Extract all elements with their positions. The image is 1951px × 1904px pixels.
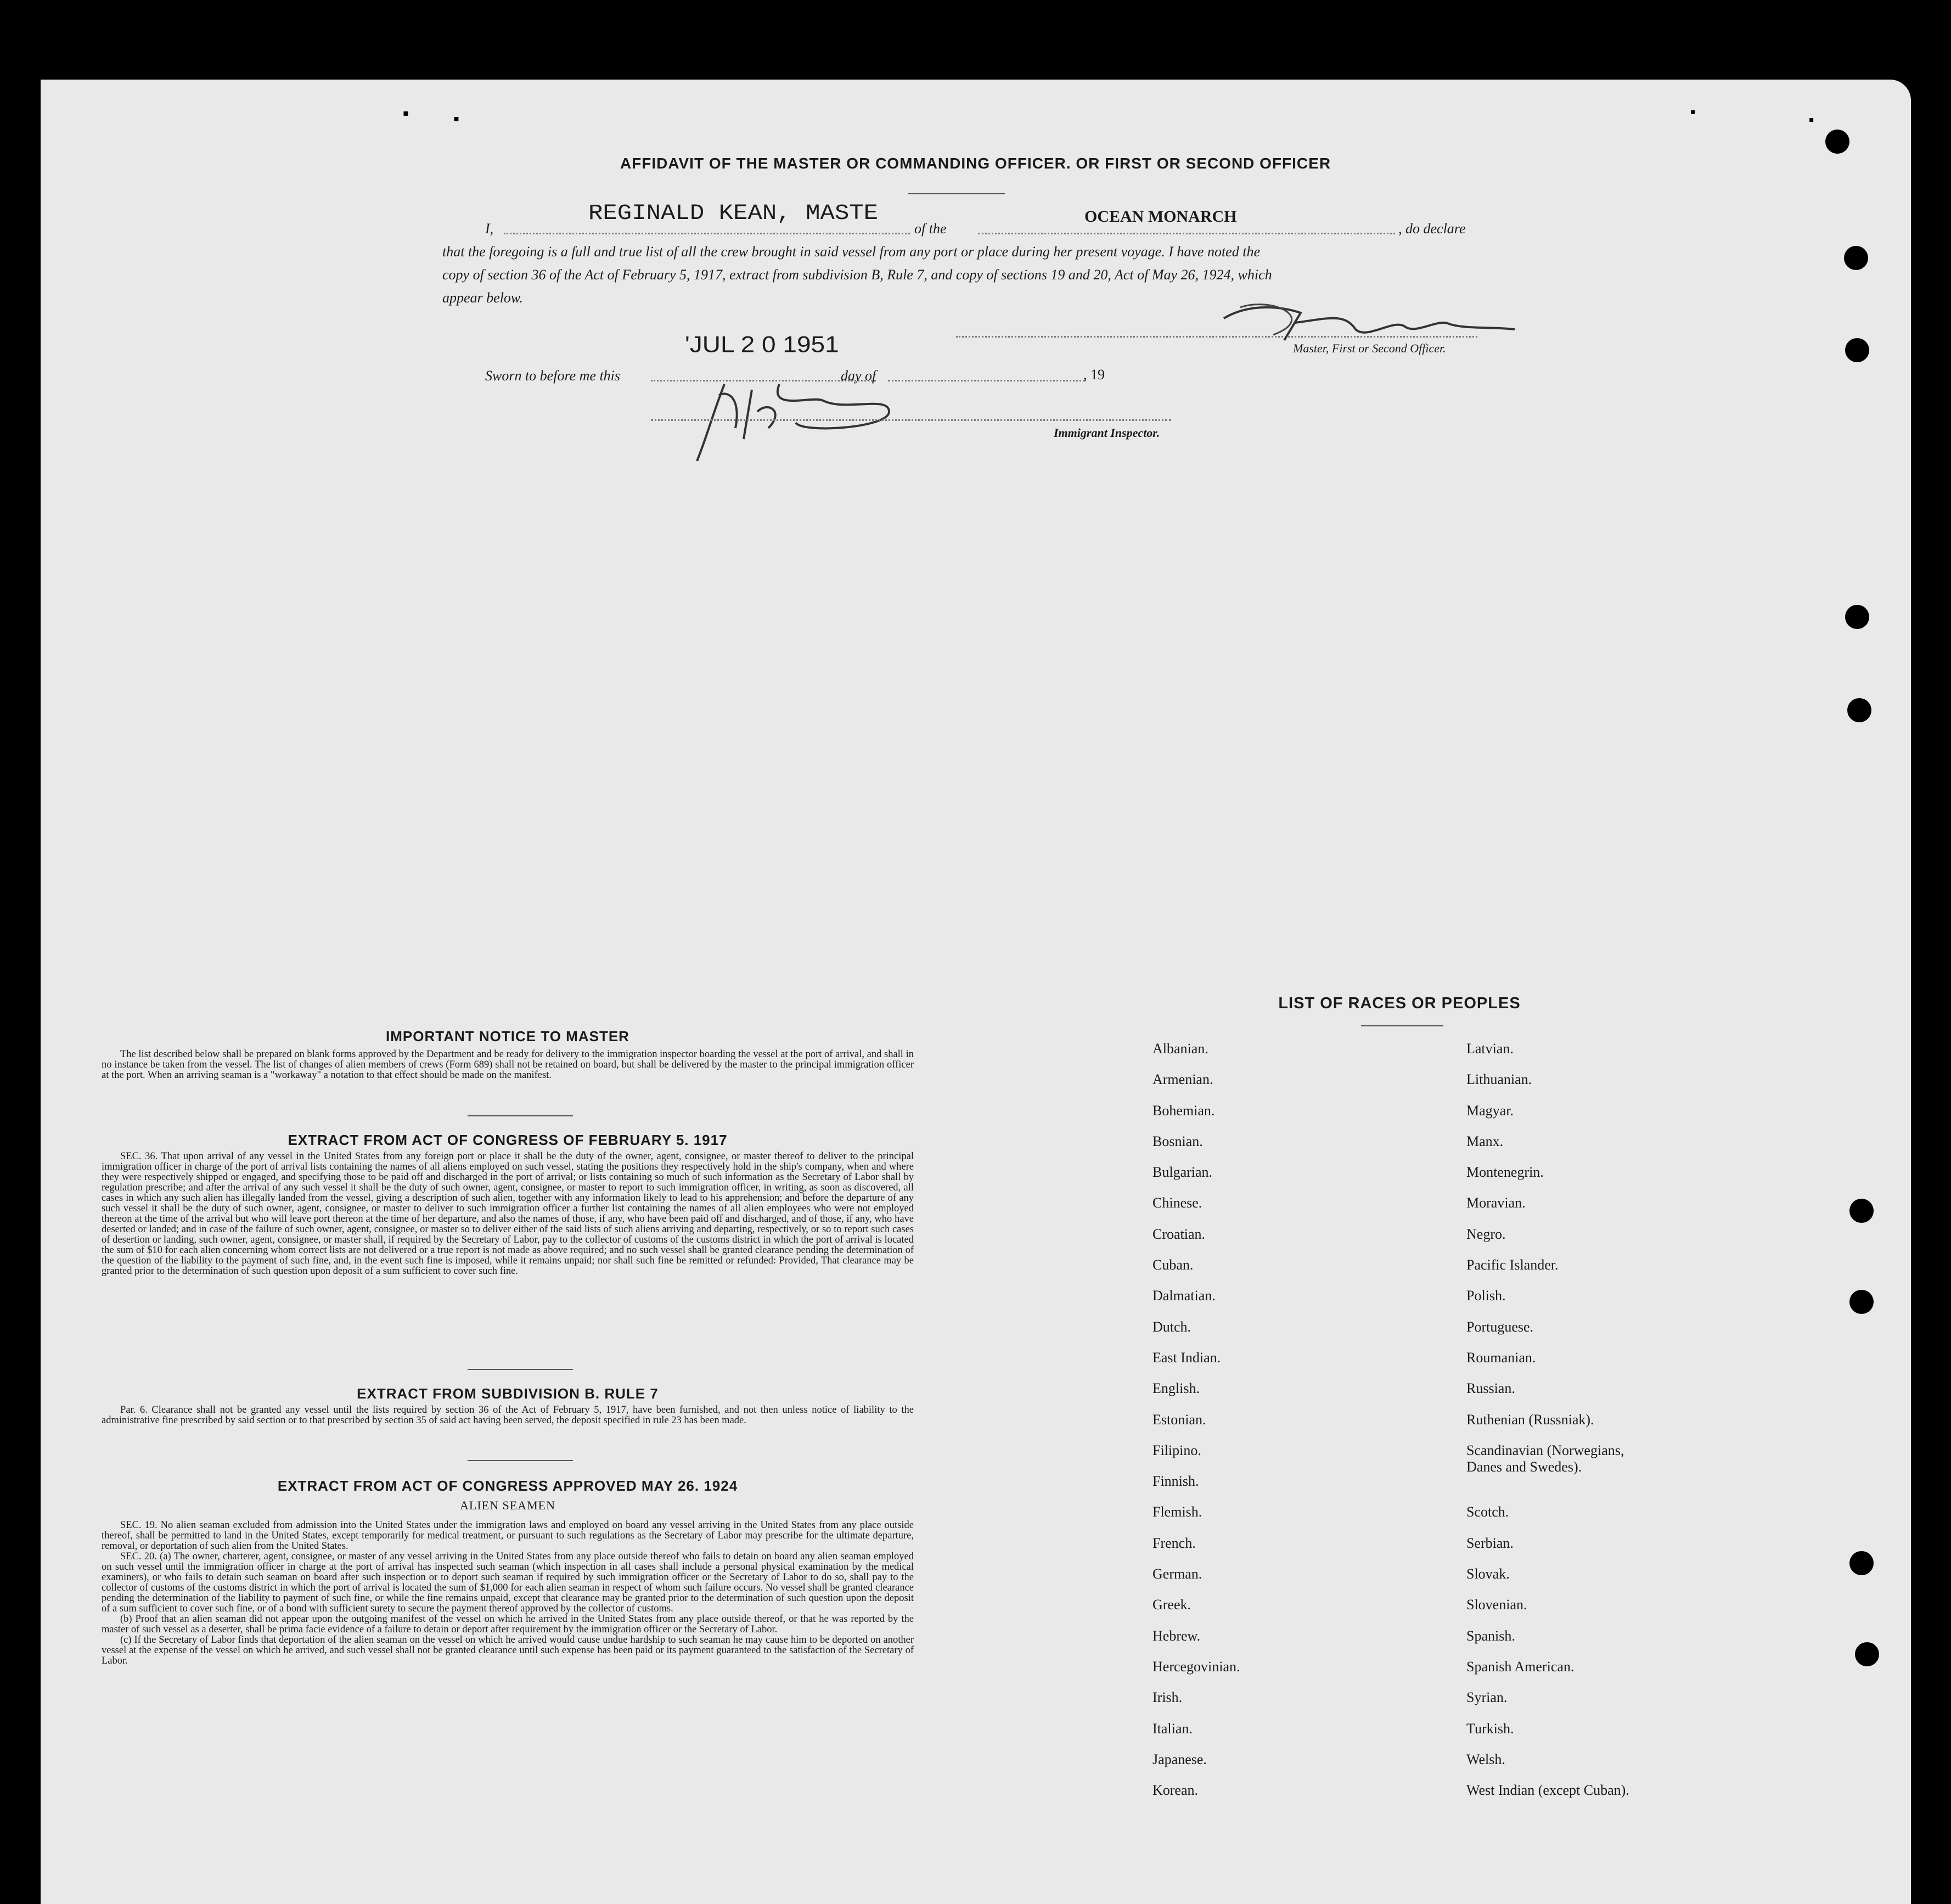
sec20c-text: (c) If the Secretary of Labor finds that deportation of the alien seaman on the vessel on which he arrived would cause undue hardship to such seaman he may cause him to be deported on another vessel at the expense of the vessel on which he arrived, and such vessel shall not be granted clearance until such expense has been paid or its payment guaranteed to the satisfaction of the Secretary of Labor.	[102, 1635, 914, 1666]
punch-hole	[1849, 1290, 1874, 1314]
race-item: German.	[1152, 1566, 1202, 1582]
extract-1917-text: SEC. 36. That upon arrival of any vessel in the United States from any foreign port or place it shall be the duty of the owner, agent, consignee, or master thereof to deliver to the principal immigration officer in charge of the port of arrival lists containing the names of all aliens employed on such vessel, stating the positions they respectively hold in the ship's company, when and where they were respectively shipped or engaged, and specifying those to be paid off and discharged in the port of arrival; or lists containing so much of such information as the Secretary of Labor shall by regulation prescribe; and after the arrival of any such vessel it shall be the duty of such owner, agent, consignee, or master to report to such immigration officer, in writing, as soon as discovered, all cases in which any such alien has illegally landed from the vessel, giving a description of such alien, together with any information likely to lead to his apprehension; and before the departure of any such vessel it shall be the duty of such owner, agent, consignee, or master to deliver to such immigration officer a further list containing the names of all alien employees who were not employed thereon at the time of the arrival but who will leave port thereon at the time of her departure, and also the names of those, if any, who have been paid off and discharged, and of those, if any, who have deserted or landed; and in case of the failure of such owner, agent, consignee, or master so to deliver either of the said lists of such aliens arriving and departing, respectively, or so to report such cases of desertion or landing, such owner, agent, consignee, or master shall, if required by the Secretary of Labor, pay to the collector of customs of the customs district in which the port of arrival is located the sum of $10 for each alien concerning whom correct lists are not delivered or a true report is not made as above required; and no such vessel shall be granted clearance pending the determination of the question of the liability to the payment of such fine, and, in the event such fine is imposed, while it remains unpaid; nor shall such fine be remitted or refunded: Provided, That clearance may be granted prior to the determination of such question upon deposit of a sum sufficient to cover such fine.	[102, 1151, 914, 1277]
punch-hole	[1845, 605, 1869, 629]
rule7-body	[102, 1405, 914, 1426]
race-item: Slovenian.	[1466, 1597, 1527, 1613]
race-item: Estonian.	[1152, 1411, 1206, 1428]
race-item: Chinese.	[1152, 1195, 1202, 1211]
race-item: Hercegovinian.	[1152, 1658, 1240, 1675]
race-item: Filipino.	[1152, 1442, 1201, 1458]
date-stamp: 'JUL 2 0 1951	[685, 331, 839, 357]
rule7-text: Par. 6. Clearance shall not be granted any vessel until the lists required by section 36 of the Act of February 5, 1917, have been furnished, and not then unless notice of liability to the administrative fine prescribed by said section or to that prescribed by section 35 of said act having been served, the deposit specified in rule 23 has been made.	[102, 1405, 914, 1426]
sec19-text: SEC. 19. No alien seaman excluded from admission into the United States under the immigration laws and employed on board any vessel arriving in the United States from any place outside thereof, shall be permitted to land in the United States, except temporarily for medical treatment, or pursuant to such regulations as the Secretary of Labor may prescribe for the ultimate departure, removal, or deportation of such alien from the United States.	[102, 1520, 914, 1552]
race-item: English.	[1152, 1380, 1200, 1397]
scan-speck: ▪	[403, 108, 409, 118]
race-item: Negro.	[1466, 1226, 1506, 1242]
year-prefix: , 19	[1083, 367, 1105, 383]
race-item: Ruthenian (Russniak).	[1466, 1411, 1594, 1428]
race-item: Serbian.	[1466, 1535, 1514, 1551]
extract-1917-body	[102, 1152, 914, 1277]
master-name: REGINALD KEAN, MASTE	[588, 201, 879, 226]
race-item: Scotch.	[1466, 1504, 1509, 1520]
extract-1917-heading: EXTRACT FROM ACT OF CONGRESS OF FEBRUARY 5. 1917	[288, 1132, 728, 1148]
declaration-line-3: copy of section 36 of the Act of February 5, 1917, extract from subdivision B, Rule 7, and copy of sections 19 and 20, Act of May 26, 1924, which	[442, 267, 1272, 283]
section-rule	[468, 1115, 573, 1116]
race-item: East Indian.	[1152, 1349, 1221, 1366]
punch-hole	[1849, 1199, 1874, 1223]
race-item: French.	[1152, 1535, 1196, 1551]
do-declare-label: , do declare	[1398, 221, 1466, 237]
section-rule	[468, 1460, 573, 1461]
inspector-signature-line	[651, 419, 1171, 421]
race-item: Bosnian.	[1152, 1133, 1203, 1149]
month-line	[888, 380, 1086, 381]
punch-hole	[1847, 698, 1871, 722]
races-heading: LIST OF RACES OR PEOPLES	[1278, 995, 1521, 1012]
section-rule	[468, 1369, 573, 1370]
scan-speck: ▪	[453, 113, 459, 123]
race-item: Italian.	[1152, 1720, 1193, 1737]
rule7-heading: EXTRACT FROM SUBDIVISION B. RULE 7	[357, 1385, 659, 1402]
vessel-name: OCEAN MONARCH	[1084, 207, 1237, 226]
notice-heading: IMPORTANT NOTICE TO MASTER	[386, 1028, 629, 1044]
race-item: Hebrew.	[1152, 1627, 1201, 1644]
race-item: Finnish.	[1152, 1473, 1199, 1490]
race-item: Moravian.	[1466, 1195, 1526, 1211]
race-item: Russian.	[1466, 1380, 1515, 1397]
punch-hole	[1849, 1551, 1874, 1575]
sec20a-text: SEC. 20. (a) The owner, charterer, agent, consignee, or master of any vessel arriving in the United States from any place outside thereof who fails to detain on board any alien seaman employed on such vessel until the immigration officer in charge at the port of arrival has inspected such seaman (which inspection in all cases shall include a personal physical examination by the medical examiners), or who fails to detain such seaman on board after such inspection or to deport such seaman if required by such immigration officer or the Secretary of Labor to do so, shall pay to the collector of customs of the customs district in which the port of arrival is located the sum of $1,000 for each alien seaman in respect of whom such failure occurs. No vessel shall be granted clearance pending the determination of the liability to payment of such fine, or while the fine remains unpaid, except that clearance may be granted prior to the determination of such question upon the deposit of a sum sufficient to cover such fine, or of a bond with sufficient surety to secure the payment thereof approved by the collector of customs.	[102, 1551, 914, 1614]
race-item	[1466, 1473, 1774, 1504]
race-item: Scandinavian (Norwegians, Danes and Swedes).	[1466, 1442, 1624, 1475]
race-item: Bulgarian.	[1152, 1164, 1213, 1181]
race-item: Dutch.	[1152, 1318, 1191, 1335]
race-item: Slovak.	[1466, 1566, 1510, 1582]
inspector-caption: Immigrant Inspector.	[1054, 426, 1160, 440]
race-item: Spanish American.	[1466, 1658, 1575, 1675]
inspector-signature	[691, 379, 900, 467]
sec20b-text: (b) Proof that an alien seaman did not appear upon the outgoing manifest of the vessel on which he arrived in the United States from any place outside thereof, or that he was reported by the master of such vessel as a deserter, shall be prima facie evidence of a failure to detain or deport after requirement by the immigration officer or the Secretary of Labor.	[102, 1614, 914, 1635]
races-left-column	[1152, 1041, 1383, 1813]
race-item: Turkish.	[1466, 1720, 1514, 1737]
race-item: Montenegrin.	[1466, 1164, 1544, 1181]
races-right-column	[1466, 1041, 1774, 1813]
punch-hole	[1825, 130, 1849, 154]
race-item: Pacific Islander.	[1466, 1257, 1559, 1273]
alien-seamen-subheading: ALIEN SEAMEN	[460, 1498, 555, 1512]
officer-caption: Master, First or Second Officer.	[1293, 341, 1446, 355]
race-item: Syrian.	[1466, 1689, 1508, 1706]
race-item: Albanian.	[1152, 1041, 1208, 1057]
races-rule	[1361, 1025, 1443, 1026]
race-item: Irish.	[1152, 1689, 1183, 1706]
race-item: Manx.	[1466, 1133, 1504, 1149]
day-of-label: day of	[841, 368, 876, 384]
race-item: Cuban.	[1152, 1257, 1194, 1273]
punch-hole	[1855, 1642, 1879, 1666]
race-item: Bohemian.	[1152, 1102, 1215, 1119]
vessel-name-line	[978, 233, 1395, 234]
affidavit-title: AFFIDAVIT OF THE MASTER OR COMMANDING OFFICER. OR FIRST OR SECOND OFFICER	[620, 155, 1331, 172]
race-item: West Indian (except Cuban).	[1466, 1782, 1629, 1799]
race-item: Welsh.	[1466, 1751, 1505, 1767]
race-item: Magyar.	[1466, 1102, 1514, 1119]
extract-1924-body	[102, 1520, 914, 1666]
title-rule	[908, 193, 1005, 194]
of-the-label: of the	[914, 221, 947, 237]
scan-speck: ▪	[1690, 108, 1696, 116]
declaration-line-2: that the foregoing is a full and true list of all the crew brought in said vessel from any port or place during her present voyage. I have noted the	[442, 244, 1260, 260]
notice-text: The list described below shall be prepared on blank forms approved by the Department and be ready for delivery to the immigration inspector boarding the vessel at the port of arrival, and shall in no instance be taken from the vessel. The list of changes of alien members of crews (Form 689) shall not be retained on board, but shall be delivered by the master to the principal immigration officer at the port. When an arriving seaman is a "workaway" a notation to that effect should be made on the manifest.	[102, 1049, 914, 1081]
race-item: Japanese.	[1152, 1751, 1207, 1767]
race-item: Dalmatian.	[1152, 1288, 1216, 1304]
race-item: Lithuanian.	[1466, 1071, 1532, 1088]
punch-hole	[1844, 246, 1868, 270]
declaration-line-4: appear below.	[442, 290, 523, 306]
race-item: Flemish.	[1152, 1504, 1202, 1520]
race-item: Korean.	[1152, 1782, 1199, 1799]
race-item: Polish.	[1466, 1288, 1506, 1304]
extract-1924-heading: EXTRACT FROM ACT OF CONGRESS APPROVED MAY 26. 1924	[277, 1478, 738, 1494]
race-item: Latvian.	[1466, 1041, 1514, 1057]
race-item: Croatian.	[1152, 1226, 1206, 1242]
notice-body	[102, 1049, 914, 1081]
master-name-line	[504, 233, 910, 234]
affidavit-i: I,	[485, 221, 494, 237]
race-item: Spanish.	[1466, 1627, 1515, 1644]
race-item: Armenian.	[1152, 1071, 1213, 1088]
race-item: Portuguese.	[1466, 1318, 1534, 1335]
punch-hole	[1845, 338, 1869, 362]
race-item: Greek.	[1152, 1597, 1191, 1613]
sworn-label: Sworn to before me this	[485, 368, 621, 384]
scan-speck: ▪	[1809, 115, 1814, 124]
race-item: Roumanian.	[1466, 1349, 1536, 1366]
